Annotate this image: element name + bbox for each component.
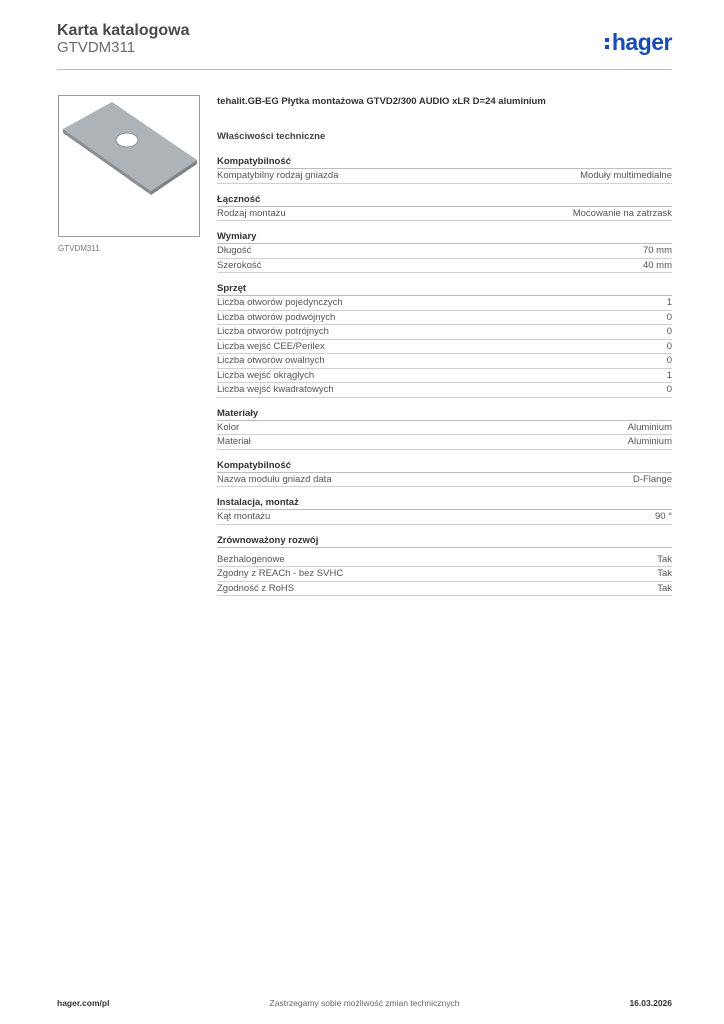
spec-label: Liczba otworów podwójnych bbox=[217, 311, 336, 323]
spec-label: Zgodność z RoHS bbox=[217, 582, 295, 594]
section-dimensions bbox=[217, 230, 672, 273]
spec-label: Szerokość bbox=[217, 259, 262, 271]
spec-row bbox=[217, 325, 672, 340]
section-sustainability bbox=[217, 534, 672, 597]
spec-value: Tak bbox=[657, 582, 672, 594]
spec-value: 0 bbox=[666, 311, 672, 323]
product-code: GTVDM311 bbox=[57, 39, 136, 56]
footer-date: 16.03.2026 bbox=[629, 998, 672, 1008]
section-title: Kompatybilność bbox=[217, 155, 672, 169]
mounting-plate-illustration bbox=[59, 96, 200, 237]
spec-label: Liczba wejść kwadratowych bbox=[217, 384, 334, 395]
spec-row bbox=[217, 296, 672, 311]
product-specs bbox=[217, 96, 672, 605]
spec-value: Moduły multimedialne bbox=[580, 170, 672, 181]
spec-label: Długość bbox=[217, 245, 252, 256]
section-title: Sprzęt bbox=[217, 282, 672, 296]
section-compatibility-data bbox=[217, 459, 672, 488]
spec-value: Mocowanie na zatrzask bbox=[572, 207, 672, 219]
spec-label: Liczba wejść okrągłych bbox=[217, 369, 315, 381]
section-title: Łączność bbox=[217, 193, 672, 207]
spec-label: Zgodny z REACh - bez SVHC bbox=[217, 568, 344, 579]
spec-label: Kolor bbox=[217, 421, 240, 433]
spec-label: Bezhalogenowe bbox=[217, 553, 285, 565]
spec-value: Tak bbox=[657, 553, 672, 565]
spec-value: D-Flange bbox=[632, 473, 672, 485]
page-header bbox=[57, 22, 672, 70]
footer-website-link[interactable]: hager.com/pl bbox=[57, 998, 110, 1008]
spec-label: Liczba otworów pojedynczych bbox=[217, 297, 343, 308]
spec-label: Liczba wejść CEE/Perilex bbox=[217, 340, 325, 352]
section-installation bbox=[217, 496, 672, 525]
spec-value: 1 bbox=[666, 297, 672, 308]
spec-row bbox=[217, 383, 672, 398]
spec-row bbox=[217, 510, 672, 525]
spec-row bbox=[217, 207, 672, 222]
spec-row bbox=[217, 244, 672, 259]
spec-value: 70 mm bbox=[642, 245, 672, 256]
spec-row bbox=[217, 473, 672, 488]
section-hardware bbox=[217, 282, 672, 398]
spec-value: 0 bbox=[666, 326, 672, 337]
spec-row bbox=[217, 435, 672, 450]
footer-disclaimer: Zastrzegamy sobie możliwość zmian technicznych bbox=[269, 998, 460, 1008]
product-title: tehalit.GB-EG Płytka montażowa GTVD2/300 AUDIO xLR D=24 aluminium bbox=[217, 96, 546, 107]
spec-value: 0 bbox=[666, 340, 672, 352]
section-title: Zrównoważony rozwój bbox=[217, 534, 672, 548]
spec-value: 0 bbox=[666, 355, 672, 366]
spec-value: Aluminium bbox=[627, 421, 672, 433]
spec-row bbox=[217, 421, 672, 436]
image-caption: GTVDM311 bbox=[58, 244, 100, 253]
section-title: Instalacja, montaż bbox=[217, 496, 672, 510]
spec-value: 90 ° bbox=[654, 511, 672, 522]
section-title: Wymiary bbox=[217, 230, 672, 244]
spec-label: Liczba otworów potrójnych bbox=[217, 326, 329, 337]
spec-row bbox=[217, 354, 672, 369]
hager-logo bbox=[605, 29, 672, 56]
section-compatibility bbox=[217, 155, 672, 184]
spec-label: Materiał bbox=[217, 436, 251, 447]
spec-label: Kąt montażu bbox=[217, 511, 271, 522]
spec-value: Tak bbox=[657, 568, 672, 579]
spec-row bbox=[217, 567, 672, 582]
spec-value: Aluminium bbox=[627, 436, 672, 447]
document-title: Karta katalogowa bbox=[57, 22, 190, 39]
logo-text: hager bbox=[611, 29, 672, 55]
section-title: Kompatybilność bbox=[217, 459, 672, 473]
spec-label: Liczba otworów owalnych bbox=[217, 355, 325, 366]
spec-row bbox=[217, 553, 672, 568]
spec-value: 40 mm bbox=[642, 259, 672, 271]
spec-value: 1 bbox=[666, 369, 672, 381]
spec-row bbox=[217, 369, 672, 384]
spec-row bbox=[217, 311, 672, 326]
spec-row bbox=[217, 259, 672, 274]
spec-row bbox=[217, 340, 672, 355]
section-connectivity bbox=[217, 193, 672, 222]
spec-label: Rodzaj montażu bbox=[217, 207, 286, 219]
spec-row bbox=[217, 582, 672, 597]
section-materials bbox=[217, 407, 672, 450]
product-image bbox=[58, 95, 200, 237]
spec-label: Nazwa modułu gniazd data bbox=[217, 473, 332, 485]
spec-value: 0 bbox=[666, 384, 672, 395]
spec-label: Kompatybilny rodzaj gniazda bbox=[217, 170, 339, 181]
spec-row bbox=[217, 169, 672, 184]
tech-properties-heading: Właściwości techniczne bbox=[217, 131, 326, 142]
logo-dots-icon bbox=[605, 36, 611, 52]
section-title: Materiały bbox=[217, 407, 672, 421]
